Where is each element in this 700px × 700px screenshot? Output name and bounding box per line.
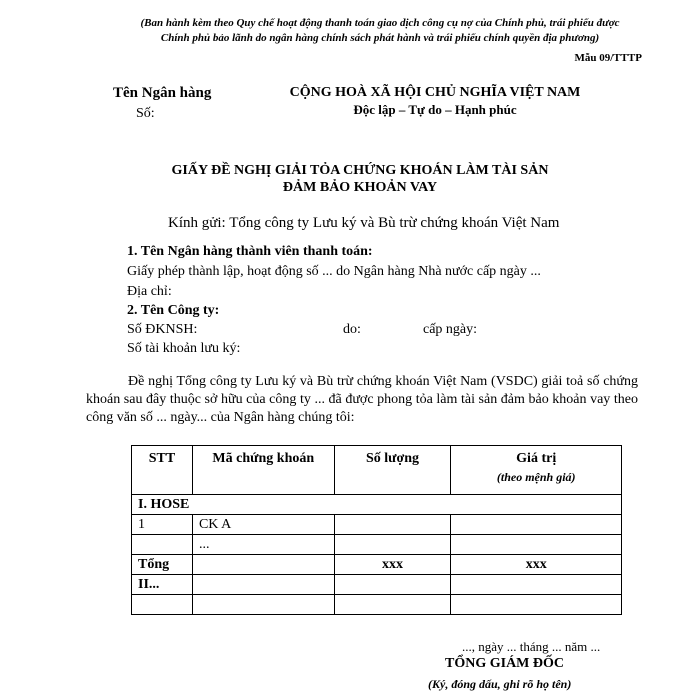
custody-account-label: Số tài khoản lưu ký:: [127, 341, 241, 356]
header-quantity: Số lượng: [334, 446, 451, 495]
header-value: [451, 446, 622, 495]
request-paragraph: Đề nghị Tổng công ty Lưu ký và Bù trừ chứng khoán Việt Nam (VSDC) giải toả số chứng khoán sau đây thuộc sở hữu của công ty ... đã được phong tỏa làm tài sản đảm bảo khoản vay theo công văn số ... ngày... của Ngân hàng chúng tôi:: [86, 374, 638, 425]
date-line: ..., ngày ... tháng ... năm ...: [462, 639, 601, 654]
row-1-stt: 1: [132, 515, 193, 535]
total-code: [192, 555, 334, 575]
header-stt: STT: [132, 446, 193, 495]
regulation-note: [100, 16, 660, 46]
row-1-value: [451, 515, 622, 535]
table-header-row: [132, 446, 622, 495]
header-value-note: (theo mệnh giá): [496, 470, 576, 484]
table-row: [132, 595, 622, 615]
document-title-line-1: GIẤY ĐỀ NGHỊ GIẢI TỎA CHỨNG KHOÁN LÀM TÀI SẢN: [171, 163, 549, 178]
total-quantity: xxx: [334, 555, 451, 575]
row-2-quantity: [334, 535, 451, 555]
row-2-value: [451, 535, 622, 555]
securities-table: [131, 445, 622, 615]
document-number-label: Số:: [136, 106, 155, 121]
license-line: Giấy phép thành lập, hoạt động số ... do Ngân hàng Nhà nước cấp ngày ...: [127, 264, 541, 279]
issued-by-label: do:: [343, 322, 361, 337]
bank-name-label: Tên Ngân hàng: [113, 85, 212, 101]
national-motto: Độc lập – Tự do – Hạnh phúc: [353, 102, 517, 117]
row-2-code: ...: [192, 535, 334, 555]
national-heading: CỘNG HOÀ XÃ HỘI CHỦ NGHĨA VIỆT NAM: [289, 85, 581, 100]
header-value-label: Giá trị: [516, 451, 557, 466]
table-row: [132, 495, 622, 515]
document-title-line-2: ĐẢM BẢO KHOẢN VAY: [282, 180, 438, 195]
issued-date-label: cấp ngày:: [423, 322, 478, 337]
table-row: [132, 575, 622, 595]
signature-note: (Ký, đóng dấu, ghi rõ họ tên): [428, 677, 572, 691]
total-label: Tổng: [132, 555, 193, 575]
table-row: [132, 535, 622, 555]
form-code: Mẫu 09/TTTP: [574, 52, 642, 64]
row-2-stt: [132, 535, 193, 555]
registration-number-label: Số ĐKNSH:: [127, 322, 198, 337]
total-value: xxx: [451, 555, 622, 575]
row-1-code: CK A: [192, 515, 334, 535]
group-2-label: II...: [132, 575, 193, 595]
recipient-line: Kính gửi: Tổng công ty Lưu ký và Bù trừ chứng khoán Việt Nam: [168, 215, 560, 231]
director-title: TỔNG GIÁM ĐỐC: [445, 656, 564, 671]
group-hose: I. HOSE: [132, 495, 622, 515]
table-row: [132, 515, 622, 535]
header-security-code: Mã chứng khoán: [192, 446, 334, 495]
row-1-quantity: [334, 515, 451, 535]
document-title: [100, 162, 620, 196]
table-row-total: [132, 555, 622, 575]
regulation-note-line-1: (Ban hành kèm theo Quy chế hoạt động thanh toán giao dịch công cụ nợ của Chính phủ, trái phiếu được: [140, 17, 620, 29]
address-line: Địa chỉ:: [127, 284, 172, 299]
regulation-note-line-2: Chính phủ bảo lãnh do ngân hàng chính sách phát hành và trái phiếu chính quyền địa phương): [160, 32, 600, 44]
section-2-heading: 2. Tên Công ty:: [127, 303, 220, 318]
section-1-heading: 1. Tên Ngân hàng thành viên thanh toán:: [127, 244, 373, 259]
